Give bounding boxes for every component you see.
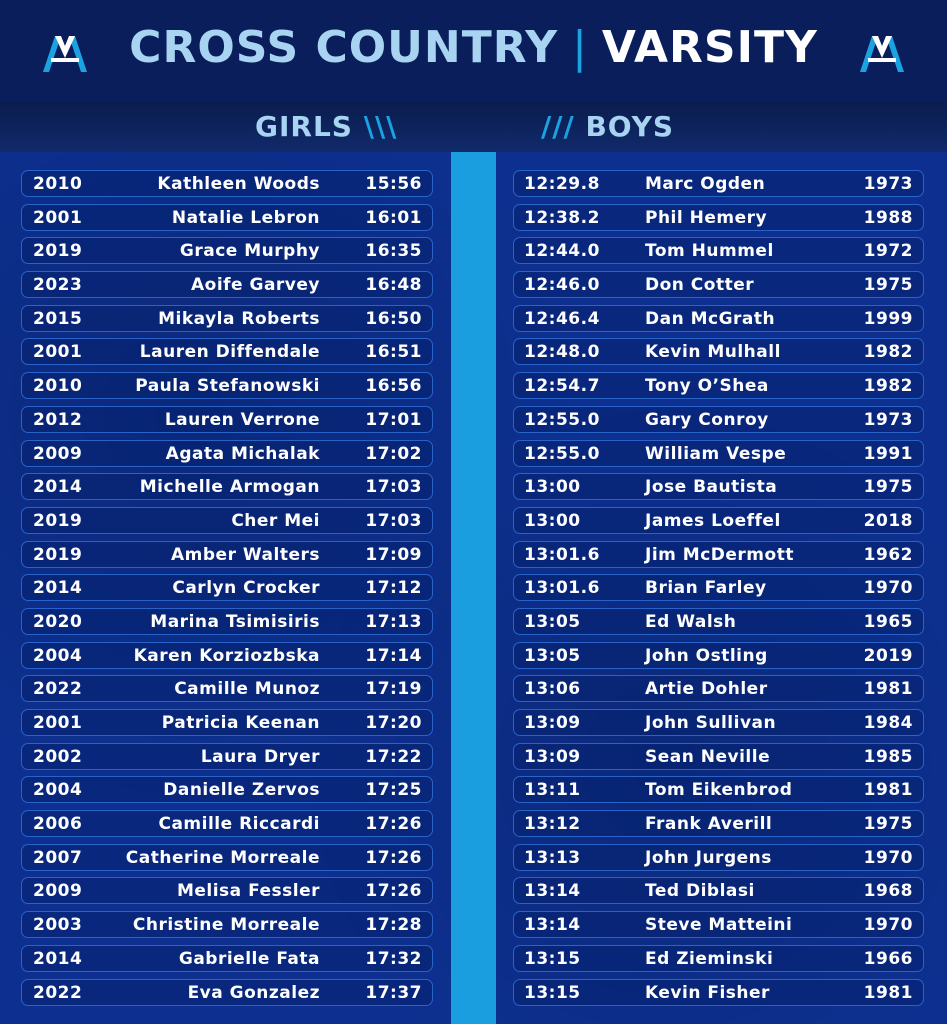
girls-record-row bbox=[21, 372, 433, 399]
record-time: 17:19 bbox=[365, 679, 422, 700]
record-year: 1973 bbox=[863, 174, 913, 194]
athlete-name: Natalie Lebron bbox=[171, 207, 320, 228]
record-year: 1981 bbox=[863, 982, 913, 1003]
record-year: 2018 bbox=[863, 510, 913, 531]
record-time: 13:09 bbox=[524, 746, 581, 767]
boys-record-row bbox=[513, 473, 924, 500]
record-time: 17:13 bbox=[365, 611, 422, 632]
girls-record-row bbox=[21, 776, 433, 803]
girls-record-row bbox=[21, 574, 433, 601]
record-time: 12:46.4 bbox=[524, 308, 600, 329]
record-time: 13:05 bbox=[524, 611, 581, 632]
subheader-bar bbox=[0, 102, 947, 152]
boys-heading bbox=[541, 110, 674, 143]
record-time: 13:11 bbox=[524, 780, 581, 801]
athlete-name: Gary Conroy bbox=[645, 409, 769, 430]
record-year: 2019 bbox=[863, 645, 913, 666]
record-year: 1972 bbox=[863, 241, 913, 262]
record-time: 12:55.0 bbox=[524, 443, 600, 464]
girls-record-row bbox=[21, 237, 433, 264]
school-logo-icon bbox=[856, 28, 908, 76]
athlete-name: Artie Dohler bbox=[645, 679, 768, 700]
boys-record-row bbox=[513, 844, 924, 871]
boys-record-row bbox=[513, 507, 924, 534]
record-year: 2001 bbox=[33, 713, 83, 733]
girls-record-row bbox=[21, 473, 433, 500]
athlete-name: Marc Ogden bbox=[645, 174, 766, 194]
record-time: 16:51 bbox=[365, 342, 422, 363]
boys-record-row bbox=[513, 608, 924, 635]
record-time: 17:22 bbox=[365, 746, 422, 767]
girls-record-row bbox=[21, 271, 433, 298]
girls-record-row bbox=[21, 305, 433, 332]
athlete-name: Camille Riccardi bbox=[158, 814, 320, 835]
athlete-name: Jose Bautista bbox=[645, 477, 778, 498]
record-year: 2002 bbox=[33, 746, 83, 767]
boys-record-row bbox=[513, 877, 924, 904]
girls-slashes: \\\ bbox=[363, 110, 398, 143]
girls-record-row bbox=[21, 675, 433, 702]
record-year: 1970 bbox=[863, 847, 913, 868]
girls-record-row bbox=[21, 945, 433, 972]
record-year: 1970 bbox=[863, 578, 913, 599]
athlete-name: Grace Murphy bbox=[179, 241, 320, 262]
athlete-name: Frank Averill bbox=[645, 814, 773, 835]
athlete-name: Kevin Fisher bbox=[645, 982, 770, 1003]
boys-record-row bbox=[513, 372, 924, 399]
record-time: 17:09 bbox=[365, 544, 422, 565]
girls-record-row bbox=[21, 743, 433, 770]
record-time: 13:01.6 bbox=[524, 544, 600, 565]
athlete-name: Carlyn Crocker bbox=[172, 578, 320, 599]
record-year: 2003 bbox=[33, 915, 83, 936]
record-year: 1982 bbox=[863, 376, 913, 397]
record-time: 12:44.0 bbox=[524, 241, 600, 262]
athlete-name: Sean Neville bbox=[645, 746, 771, 767]
girls-record-row bbox=[21, 709, 433, 736]
athlete-name: Tom Hummel bbox=[645, 241, 774, 262]
boys-slashes: /// bbox=[541, 110, 575, 143]
athlete-name: Christine Morreale bbox=[132, 915, 320, 936]
athlete-name: Ed Zieminski bbox=[645, 948, 774, 969]
title-left: CROSS COUNTRY bbox=[129, 22, 559, 73]
record-year: 1965 bbox=[863, 611, 913, 632]
record-time: 13:09 bbox=[524, 713, 581, 733]
record-time: 16:48 bbox=[365, 275, 422, 296]
athlete-name: Ted Diblasi bbox=[645, 881, 755, 902]
athlete-name: Steve Matteini bbox=[645, 915, 793, 936]
record-year: 2023 bbox=[33, 275, 83, 296]
record-time: 15:56 bbox=[365, 174, 422, 194]
athlete-name: Michelle Armogan bbox=[139, 477, 320, 498]
boys-record-row bbox=[513, 776, 924, 803]
athlete-name: Marina Tsimisiris bbox=[150, 611, 320, 632]
record-year: 1981 bbox=[863, 679, 913, 700]
athlete-name: Karen Korziozbska bbox=[133, 645, 320, 666]
boys-record-row bbox=[513, 709, 924, 736]
athlete-name: Lauren Diffendale bbox=[139, 342, 320, 363]
record-year: 1962 bbox=[863, 544, 913, 565]
record-time: 13:13 bbox=[524, 847, 581, 868]
title-separator: | bbox=[572, 22, 588, 73]
girls-record-row bbox=[21, 911, 433, 938]
record-time: 13:06 bbox=[524, 679, 581, 700]
record-year: 2010 bbox=[33, 174, 83, 194]
athlete-name: Kevin Mulhall bbox=[645, 342, 781, 363]
record-time: 17:26 bbox=[365, 847, 422, 868]
athlete-name: Tony O’Shea bbox=[645, 376, 769, 397]
girls-record-row bbox=[21, 440, 433, 467]
girls-label: GIRLS bbox=[255, 110, 353, 143]
athlete-name: Tom Eikenbrod bbox=[645, 780, 793, 801]
record-year: 2022 bbox=[33, 679, 83, 700]
athlete-name: Camille Munoz bbox=[174, 679, 320, 700]
record-time: 17:32 bbox=[365, 948, 422, 969]
record-year: 1968 bbox=[863, 881, 913, 902]
record-time: 17:28 bbox=[365, 915, 422, 936]
record-time: 16:56 bbox=[365, 376, 422, 397]
record-year: 2009 bbox=[33, 443, 83, 464]
athlete-name: John Sullivan bbox=[645, 713, 777, 733]
boys-record-row bbox=[513, 642, 924, 669]
record-time: 17:14 bbox=[365, 645, 422, 666]
record-year: 2006 bbox=[33, 814, 83, 835]
record-year: 2004 bbox=[33, 780, 83, 801]
boys-record-row bbox=[513, 237, 924, 264]
record-time: 12:38.2 bbox=[524, 207, 600, 228]
athlete-name: James Loeffel bbox=[645, 510, 781, 531]
athlete-name: Paula Stefanowski bbox=[135, 376, 320, 397]
record-time: 17:37 bbox=[365, 982, 422, 1003]
boys-record-row bbox=[513, 574, 924, 601]
record-year: 1975 bbox=[863, 477, 913, 498]
record-time: 17:01 bbox=[365, 409, 422, 430]
record-year: 1991 bbox=[863, 443, 913, 464]
record-year: 2010 bbox=[33, 376, 83, 397]
record-time: 12:55.0 bbox=[524, 409, 600, 430]
boys-record-row bbox=[513, 911, 924, 938]
boys-record-row bbox=[513, 338, 924, 365]
record-year: 2004 bbox=[33, 645, 83, 666]
record-time: 13:12 bbox=[524, 814, 581, 835]
record-year: 2012 bbox=[33, 409, 83, 430]
record-year: 1999 bbox=[863, 308, 913, 329]
athlete-name: Mikayla Roberts bbox=[158, 308, 320, 329]
record-year: 2020 bbox=[33, 611, 83, 632]
girls-record-row bbox=[21, 406, 433, 433]
athlete-name: Agata Michalak bbox=[165, 443, 320, 464]
girls-record-row bbox=[21, 877, 433, 904]
record-time: 16:50 bbox=[365, 308, 422, 329]
boys-record-row bbox=[513, 541, 924, 568]
athlete-name: Patricia Keenan bbox=[161, 713, 320, 733]
record-time: 13:05 bbox=[524, 645, 581, 666]
boys-record-row bbox=[513, 945, 924, 972]
record-year: 2014 bbox=[33, 578, 83, 599]
record-year: 2019 bbox=[33, 544, 83, 565]
center-divider bbox=[451, 152, 496, 1024]
record-time: 12:48.0 bbox=[524, 342, 600, 363]
girls-record-row bbox=[21, 507, 433, 534]
record-year: 2019 bbox=[33, 510, 83, 531]
record-year: 2022 bbox=[33, 982, 83, 1003]
record-year: 1982 bbox=[863, 342, 913, 363]
athlete-name: Dan McGrath bbox=[645, 308, 776, 329]
boys-record-row bbox=[513, 675, 924, 702]
record-year: 2015 bbox=[33, 308, 83, 329]
record-time: 17:26 bbox=[365, 814, 422, 835]
athlete-name: Cher Mei bbox=[231, 510, 320, 531]
record-time: 13:14 bbox=[524, 915, 581, 936]
record-year: 1975 bbox=[863, 275, 913, 296]
athlete-name: Aoife Garvey bbox=[190, 275, 320, 296]
athlete-name: Gabrielle Fata bbox=[178, 948, 320, 969]
boys-record-row bbox=[513, 810, 924, 837]
athlete-name: Don Cotter bbox=[645, 275, 755, 296]
record-year: 1966 bbox=[863, 948, 913, 969]
record-time: 17:25 bbox=[365, 780, 422, 801]
athlete-name: Jim McDermott bbox=[645, 544, 794, 565]
record-time: 12:54.7 bbox=[524, 376, 600, 397]
record-year: 1973 bbox=[863, 409, 913, 430]
record-year: 2007 bbox=[33, 847, 83, 868]
record-time: 12:46.0 bbox=[524, 275, 600, 296]
girls-record-row bbox=[21, 541, 433, 568]
athlete-name: Eva Gonzalez bbox=[187, 982, 320, 1003]
boys-record-row bbox=[513, 743, 924, 770]
girls-record-row bbox=[21, 810, 433, 837]
record-time: 17:20 bbox=[365, 713, 422, 733]
record-year: 1975 bbox=[863, 814, 913, 835]
record-time: 17:26 bbox=[365, 881, 422, 902]
athlete-name: Laura Dryer bbox=[200, 746, 320, 767]
record-time: 13:01.6 bbox=[524, 578, 600, 599]
athlete-name: William Vespe bbox=[645, 443, 787, 464]
athlete-name: Amber Walters bbox=[171, 544, 320, 565]
boys-record-row bbox=[513, 406, 924, 433]
record-year: 1985 bbox=[863, 746, 913, 767]
record-time: 12:29.8 bbox=[524, 174, 600, 194]
title-right: VARSITY bbox=[601, 22, 818, 73]
record-time: 16:35 bbox=[365, 241, 422, 262]
record-time: 13:15 bbox=[524, 948, 581, 969]
girls-heading bbox=[255, 110, 397, 143]
athlete-name: John Jurgens bbox=[645, 847, 772, 868]
girls-records-list bbox=[21, 170, 433, 1012]
record-time: 17:03 bbox=[365, 510, 422, 531]
record-year: 2014 bbox=[33, 948, 83, 969]
record-time: 13:15 bbox=[524, 982, 581, 1003]
record-year: 1970 bbox=[863, 915, 913, 936]
girls-record-row bbox=[21, 338, 433, 365]
boys-record-row bbox=[513, 170, 924, 197]
athlete-name: Phil Hemery bbox=[645, 207, 768, 228]
record-year: 1981 bbox=[863, 780, 913, 801]
record-time: 13:00 bbox=[524, 477, 581, 498]
girls-record-row bbox=[21, 642, 433, 669]
girls-record-row bbox=[21, 979, 433, 1006]
athlete-name: Catherine Morreale bbox=[125, 847, 320, 868]
girls-record-row bbox=[21, 170, 433, 197]
record-time: 13:14 bbox=[524, 881, 581, 902]
athlete-name: Melisa Fessler bbox=[176, 881, 320, 902]
record-time: 16:01 bbox=[365, 207, 422, 228]
record-year: 2001 bbox=[33, 207, 83, 228]
athlete-name: Lauren Verrone bbox=[164, 409, 320, 430]
record-time: 13:00 bbox=[524, 510, 581, 531]
record-time: 17:03 bbox=[365, 477, 422, 498]
athlete-name: Danielle Zervos bbox=[163, 780, 320, 801]
girls-record-row bbox=[21, 844, 433, 871]
boys-record-row bbox=[513, 979, 924, 1006]
athlete-name: John Ostling bbox=[645, 645, 768, 666]
athlete-name: Brian Farley bbox=[645, 578, 767, 599]
athlete-name: Kathleen Woods bbox=[157, 174, 320, 194]
boys-record-row bbox=[513, 305, 924, 332]
boys-record-row bbox=[513, 440, 924, 467]
boys-record-row bbox=[513, 204, 924, 231]
record-year: 2019 bbox=[33, 241, 83, 262]
record-year: 1984 bbox=[863, 713, 913, 733]
record-year: 2009 bbox=[33, 881, 83, 902]
athlete-name: Ed Walsh bbox=[645, 611, 737, 632]
record-year: 2014 bbox=[33, 477, 83, 498]
page-title bbox=[0, 22, 947, 73]
record-time: 17:02 bbox=[365, 443, 422, 464]
girls-record-row bbox=[21, 608, 433, 635]
girls-record-row bbox=[21, 204, 433, 231]
boys-label: BOYS bbox=[585, 110, 675, 143]
record-year: 2001 bbox=[33, 342, 83, 363]
boys-record-row bbox=[513, 271, 924, 298]
boys-records-list bbox=[513, 170, 924, 1012]
record-year: 1988 bbox=[863, 207, 913, 228]
record-time: 17:12 bbox=[365, 578, 422, 599]
